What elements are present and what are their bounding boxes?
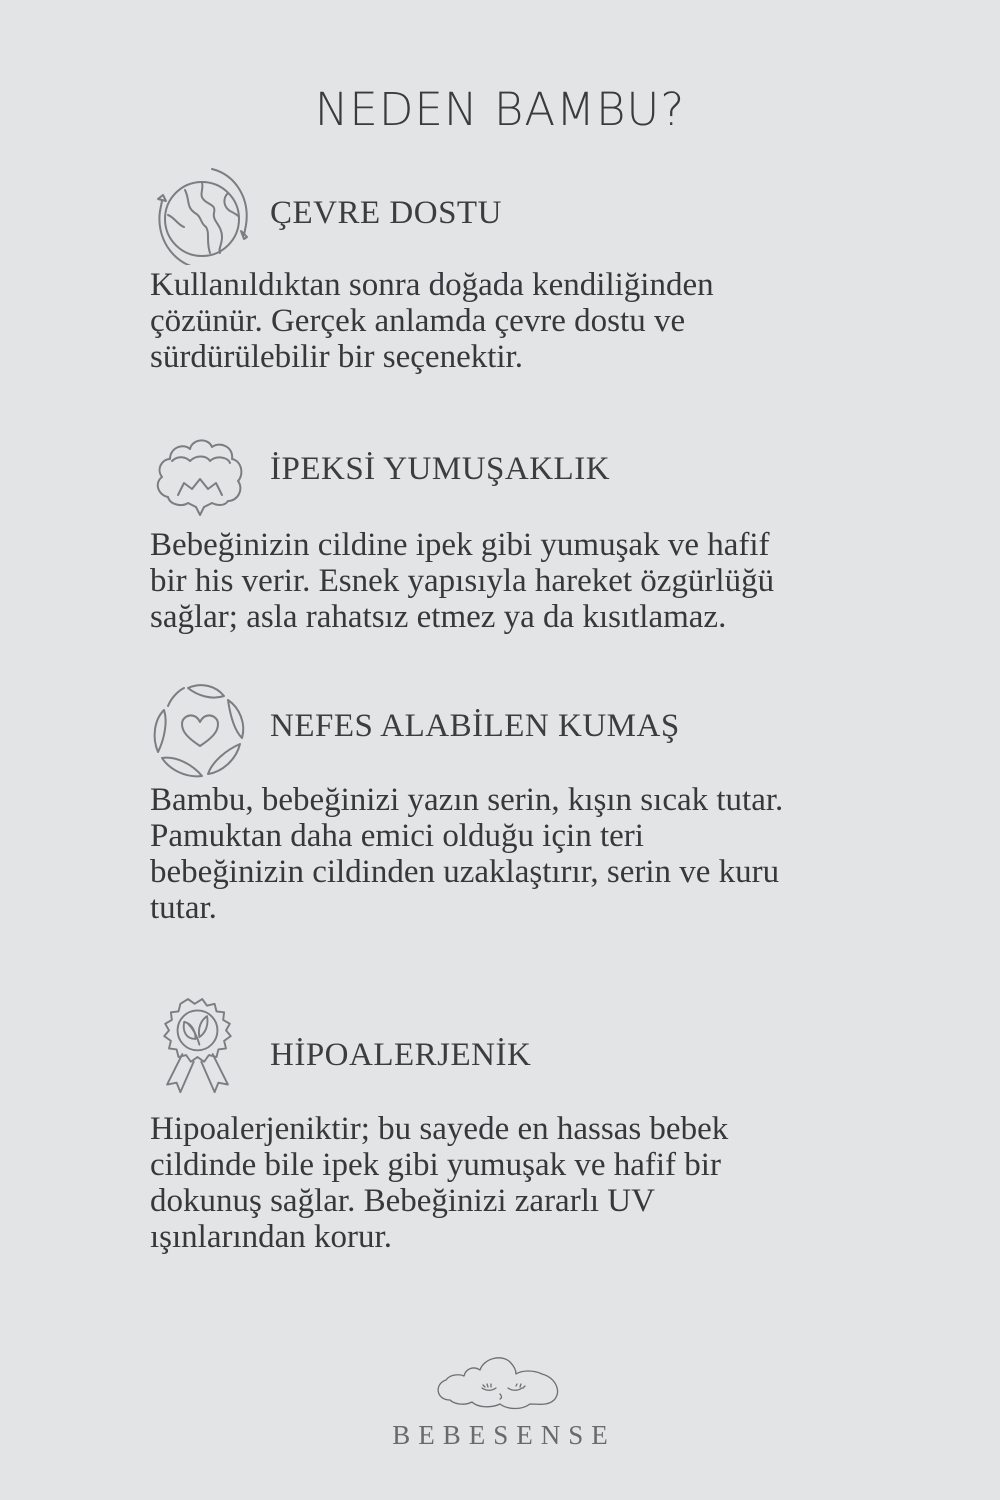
page-title: NEDEN BAMBU?: [314, 83, 686, 136]
text-line: bebeğinizin cildinden uzaklaştırır, serin ve kuru: [150, 854, 780, 890]
section-breathable-fabric: [150, 680, 870, 926]
section-description: [150, 527, 870, 635]
section-title: NEFES ALABİLEN KUMAŞ: [270, 708, 680, 744]
text-line: Pamuktan daha emici olduğu için teri: [150, 818, 644, 854]
section-title: ÇEVRE DOSTU: [270, 195, 502, 231]
text-line: Bebeğinizin cildine ipek gibi yumuşak ve hafif: [150, 527, 770, 563]
text-line: sürdürülebilir bir seçenektir.: [150, 339, 523, 375]
globe-recycle-icon: [150, 165, 250, 265]
text-line: tutar.: [150, 890, 217, 926]
section-title: HİPOALERJENİK: [270, 1037, 532, 1073]
cotton-flower-icon: [150, 425, 250, 525]
heart-leaves-wreath-icon: [150, 680, 250, 780]
text-line: dokunuş sağlar. Bebeğinizi zararlı UV: [150, 1183, 655, 1219]
brand-name: BEBESENSE: [392, 1420, 616, 1450]
text-line: Hipoalerjeniktir; bu sayede en hassas bebek: [150, 1111, 729, 1147]
section-hypoallergenic: [150, 995, 870, 1255]
brand-logo: [0, 1352, 1000, 1451]
sleeping-cloud-icon: [430, 1352, 570, 1414]
section-description: [150, 782, 870, 926]
text-line: cildinde bile ipek gibi yumuşak ve hafif bir: [150, 1147, 721, 1183]
section-silky-softness: [150, 425, 870, 635]
section-header: [150, 425, 870, 525]
text-line: çözünür. Gerçek anlamda çevre dostu ve: [150, 303, 686, 339]
text-line: ışınlarından korur.: [150, 1219, 392, 1255]
leaf-award-badge-icon: [150, 995, 245, 1100]
section-header: [150, 680, 870, 780]
text-line: bir his verir. Esnek yapısıyla hareket özgürlüğü: [150, 563, 775, 599]
section-header: [150, 995, 870, 1095]
text-line: Bambu, bebeğinizi yazın serin, kışın sıcak tutar.: [150, 782, 784, 818]
section-description: [150, 1111, 870, 1255]
section-title: İPEKSİ YUMUŞAKLIK: [270, 451, 611, 487]
section-description: [150, 267, 870, 375]
section-eco-friendly: [150, 165, 870, 375]
section-header: [150, 165, 870, 265]
text-line: sağlar; asla rahatsız etmez ya da kısıtlamaz.: [150, 599, 727, 635]
text-line: Kullanıldıktan sonra doğada kendiliğinden: [150, 267, 714, 303]
